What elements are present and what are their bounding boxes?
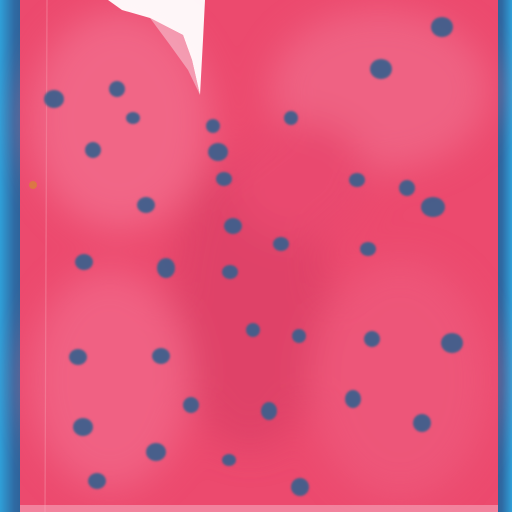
watermelon-seed — [206, 119, 220, 133]
watermelon-seed — [183, 397, 199, 413]
watermelon-seed — [216, 172, 232, 186]
watermelon-seed — [291, 478, 309, 496]
watermelon-seed — [399, 180, 415, 196]
bottom-edge — [20, 505, 498, 512]
watermelon-seed — [109, 81, 125, 97]
watermelon-seed — [85, 142, 101, 158]
watermelon-seed — [431, 17, 453, 37]
watermelon-seed — [364, 331, 380, 347]
watermelon-seed — [157, 258, 175, 278]
watermelon-seed — [292, 329, 306, 343]
watermelon-seed — [222, 454, 236, 466]
orange-fleck — [29, 181, 37, 189]
watermelon-seed — [88, 473, 106, 489]
watermelon-seed — [44, 90, 64, 108]
watermelon-seed — [126, 112, 140, 124]
watermelon-seed — [349, 173, 365, 187]
watermelon-seed — [345, 390, 361, 408]
watermelon-seed — [224, 218, 242, 234]
watermelon-seed — [441, 333, 463, 353]
watermelon-seed — [421, 197, 445, 217]
watermelon-seed — [273, 237, 289, 251]
watermelon-seed — [370, 59, 392, 79]
watermelon-seed — [69, 349, 87, 365]
watermelon-seed — [152, 348, 170, 364]
watermelon-seed — [360, 242, 376, 256]
watermelon-seed — [137, 197, 155, 213]
watermelon-seed — [75, 254, 93, 270]
watermelon-seed — [222, 265, 238, 279]
watermelon-seed — [146, 443, 166, 461]
watermelon-seed — [284, 111, 298, 125]
watermelon-seed — [413, 414, 431, 432]
watermelon-seed — [208, 143, 228, 161]
watermelon-seed — [73, 418, 93, 436]
watermelon-seed — [246, 323, 260, 337]
watermelon-seed — [261, 402, 277, 420]
